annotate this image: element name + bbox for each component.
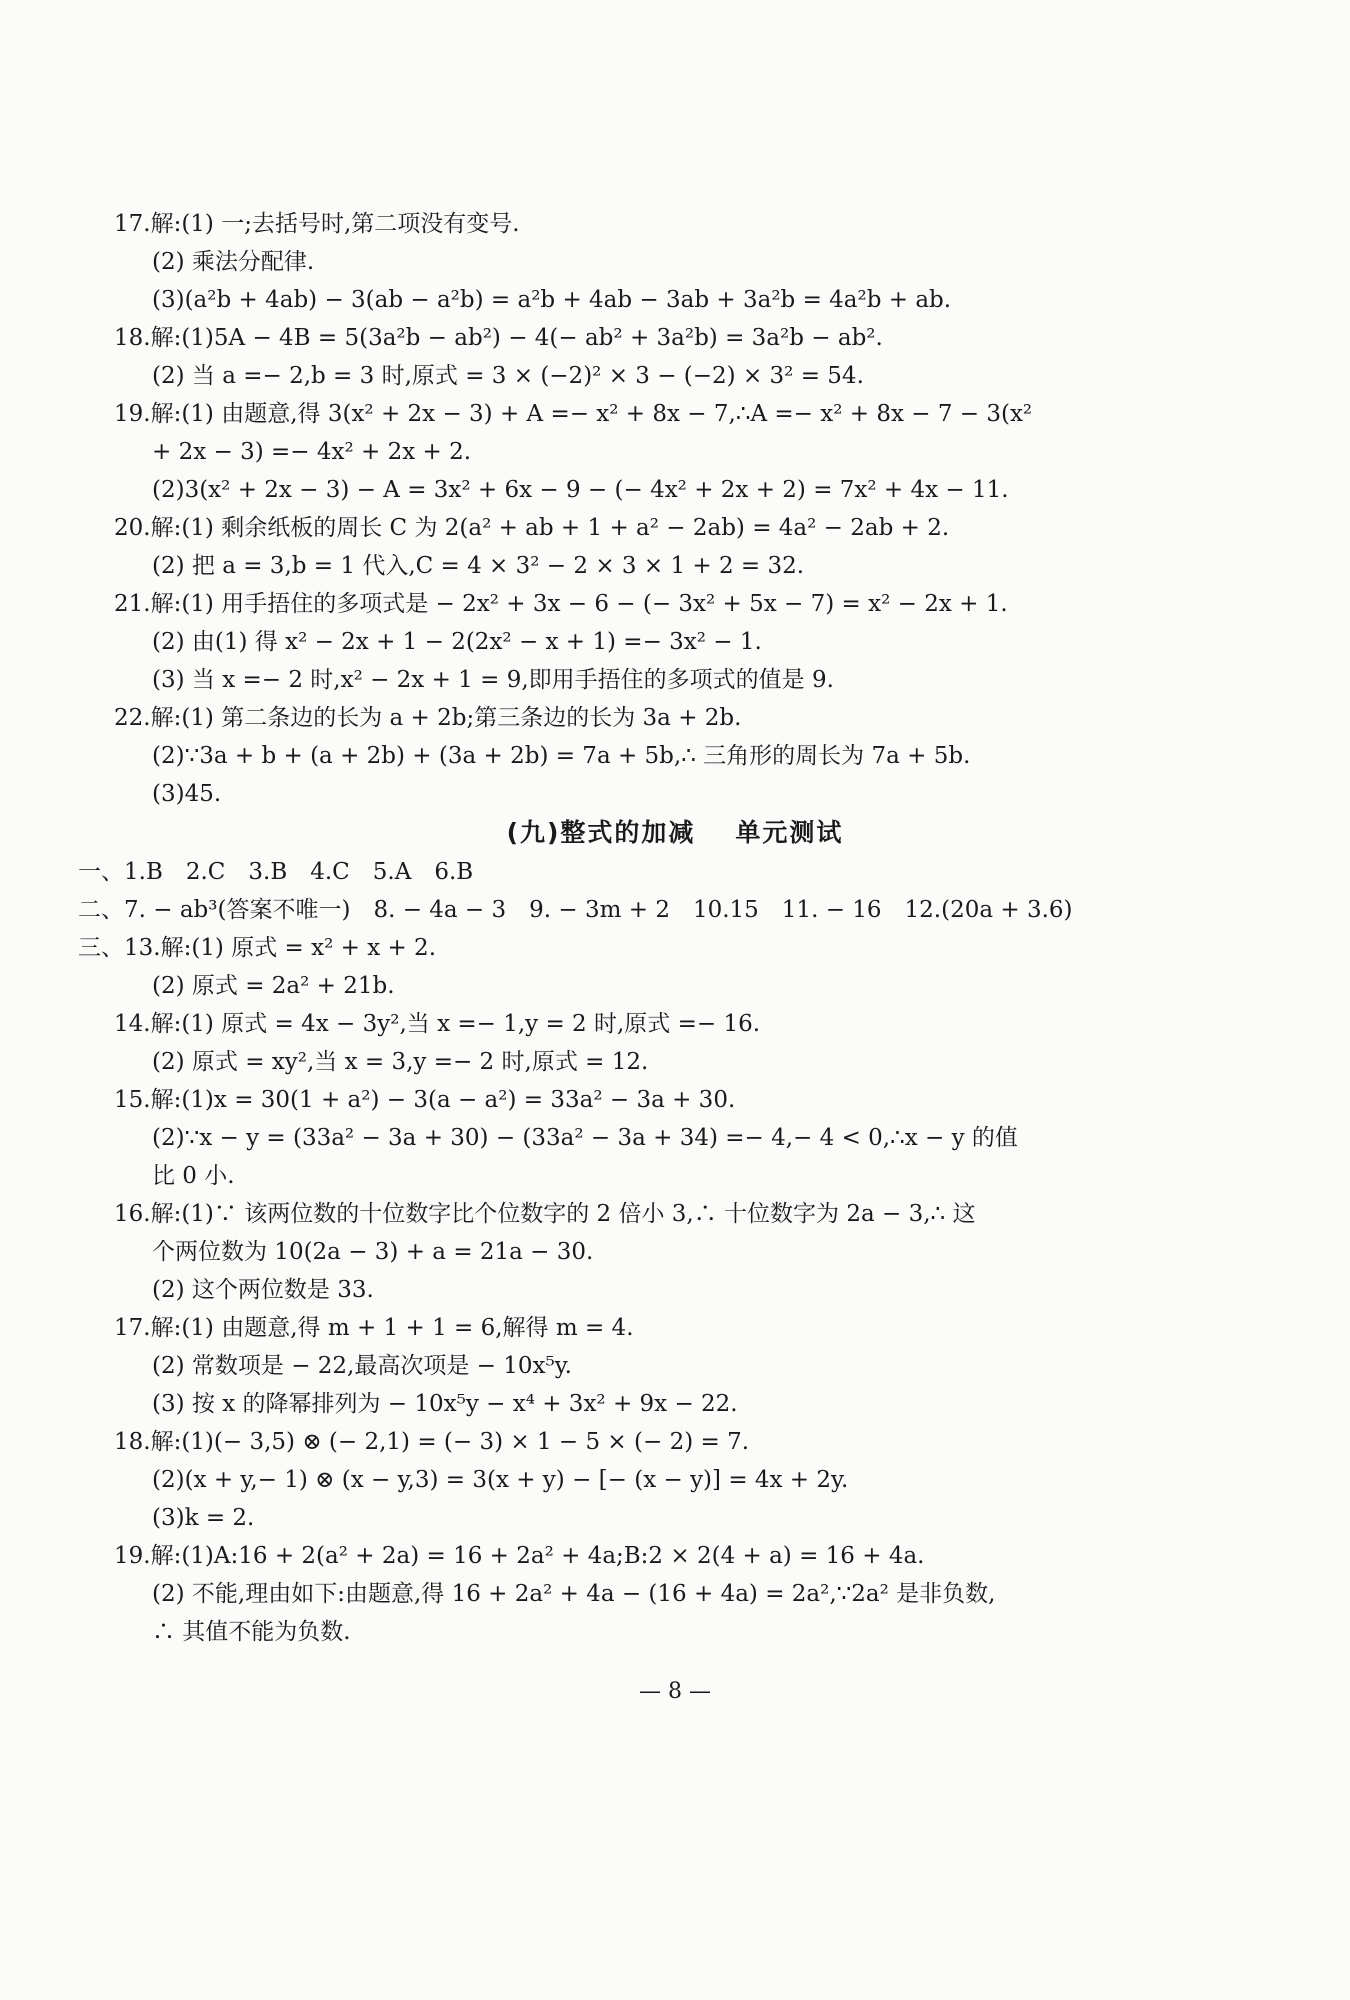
answer-line: (2)∵x − y = (33a² − 3a + 30) − (33a² − 3a + 34) =− 4,− 4 < 0,∴x − y 的值 <box>152 1125 1018 1151</box>
answer-line: (2) 原式 = 2a² + 21b. <box>152 973 395 999</box>
answer-line: 18.解:(1)(− 3,5) ⊗ (− 2,1) = (− 3) × 1 − 5 × (− 2) = 7. <box>114 1429 750 1455</box>
answer-line: 个两位数为 10(2a − 3) + a = 21a − 30. <box>152 1239 594 1265</box>
answer-line: (2) 常数项是 − 22,最高次项是 − 10x⁵y. <box>152 1353 572 1379</box>
answer-line: 22.解:(1) 第二条边的长为 a + 2b;第三条边的长为 3a + 2b. <box>114 705 742 731</box>
answer-line: (3)(a²b + 4ab) − 3(ab − a²b) = a²b + 4ab − 3ab + 3a²b = 4a²b + ab. <box>152 287 952 313</box>
answer-line: (2) 由(1) 得 x² − 2x + 1 − 2(2x² − x + 1) =− 3x² − 1. <box>152 629 762 655</box>
answer-line: 20.解:(1) 剩余纸板的周长 C 为 2(a² + ab + 1 + a² − 2ab) = 4a² − 2ab + 2. <box>114 515 950 541</box>
page-number: — 8 — <box>639 1679 711 1704</box>
answer-line: (2) 这个两位数是 33. <box>152 1277 374 1303</box>
answer-line: (2) 原式 = xy²,当 x = 3,y =− 2 时,原式 = 12. <box>152 1049 649 1075</box>
answer-line: (3)k = 2. <box>152 1505 255 1531</box>
answer-line: 14.解:(1) 原式 = 4x − 3y²,当 x =− 1,y = 2 时,原式 =− 16. <box>114 1011 761 1037</box>
answer-line: (2) 不能,理由如下:由题意,得 16 + 2a² + 4a − (16 + 4a) = 2a²,∵2a² 是非负数, <box>152 1581 996 1607</box>
answer-line: 二、7. − ab³(答案不唯一) 8. − 4a − 3 9. − 3m + 2 10.15 11. − 16 12.(20a + 3.6) <box>78 897 1073 923</box>
answer-line: 15.解:(1)x = 30(1 + a²) − 3(a − a²) = 33a² − 3a + 30. <box>114 1087 736 1113</box>
section-heading <box>0 817 1350 849</box>
answer-line: + 2x − 3) =− 4x² + 2x + 2. <box>152 439 472 465</box>
section-heading-subtitle: 单元测试 <box>735 818 844 847</box>
answer-line: (2)∵3a + b + (a + 2b) + (3a + 2b) = 7a + 5b,∴ 三角形的周长为 7a + 5b. <box>152 743 971 769</box>
answer-line: 一、1.B 2.C 3.B 4.C 5.A 6.B <box>78 859 474 885</box>
answer-line: (3) 按 x 的降幂排列为 − 10x⁵y − x⁴ + 3x² + 9x − 22. <box>152 1391 738 1417</box>
answer-line: (2) 当 a =− 2,b = 3 时,原式 = 3 × (−2)² × 3 − (−2) × 3² = 54. <box>152 363 864 389</box>
answer-line: 比 0 小. <box>152 1163 235 1189</box>
answer-line: (2)(x + y,− 1) ⊗ (x − y,3) = 3(x + y) − [− (x − y)] = 4x + 2y. <box>152 1467 849 1493</box>
answer-line: 16.解:(1)∵ 该两位数的十位数字比个位数字的 2 倍小 3,∴ 十位数字为 2a − 3,∴ 这 <box>114 1201 976 1227</box>
answer-line: ∴ 其值不能为负数. <box>152 1619 351 1645</box>
answer-line: (3)45. <box>152 781 222 807</box>
answer-line: (3) 当 x =− 2 时,x² − 2x + 1 = 9,即用手捂住的多项式的值是 9. <box>152 667 834 693</box>
answer-line: 21.解:(1) 用手捂住的多项式是 − 2x² + 3x − 6 − (− 3x² + 5x − 7) = x² − 2x + 1. <box>114 591 1008 617</box>
answer-line: (2) 乘法分配律. <box>152 249 315 275</box>
answer-line: (2) 把 a = 3,b = 1 代入,C = 4 × 3² − 2 × 3 × 1 + 2 = 32. <box>152 553 805 579</box>
answer-line: (2)3(x² + 2x − 3) − A = 3x² + 6x − 9 − (− 4x² + 2x + 2) = 7x² + 4x − 11. <box>152 477 1009 503</box>
section-heading-title: (九)整式的加减 <box>506 818 696 847</box>
answer-line: 17.解:(1) 一;去括号时,第二项没有变号. <box>114 211 520 237</box>
answer-line: 三、13.解:(1) 原式 = x² + x + 2. <box>78 935 437 961</box>
answer-line: 17.解:(1) 由题意,得 m + 1 + 1 = 6,解得 m = 4. <box>114 1315 634 1341</box>
answer-line: 19.解:(1)A:16 + 2(a² + 2a) = 16 + 2a² + 4a;B:2 × 2(4 + a) = 16 + 4a. <box>114 1543 925 1569</box>
answer-line: 19.解:(1) 由题意,得 3(x² + 2x − 3) + A =− x² + 8x − 7,∴A =− x² + 8x − 7 − 3(x² <box>114 401 1033 427</box>
answer-line: 18.解:(1)5A − 4B = 5(3a²b − ab²) − 4(− ab² + 3a²b) = 3a²b − ab². <box>114 325 883 351</box>
